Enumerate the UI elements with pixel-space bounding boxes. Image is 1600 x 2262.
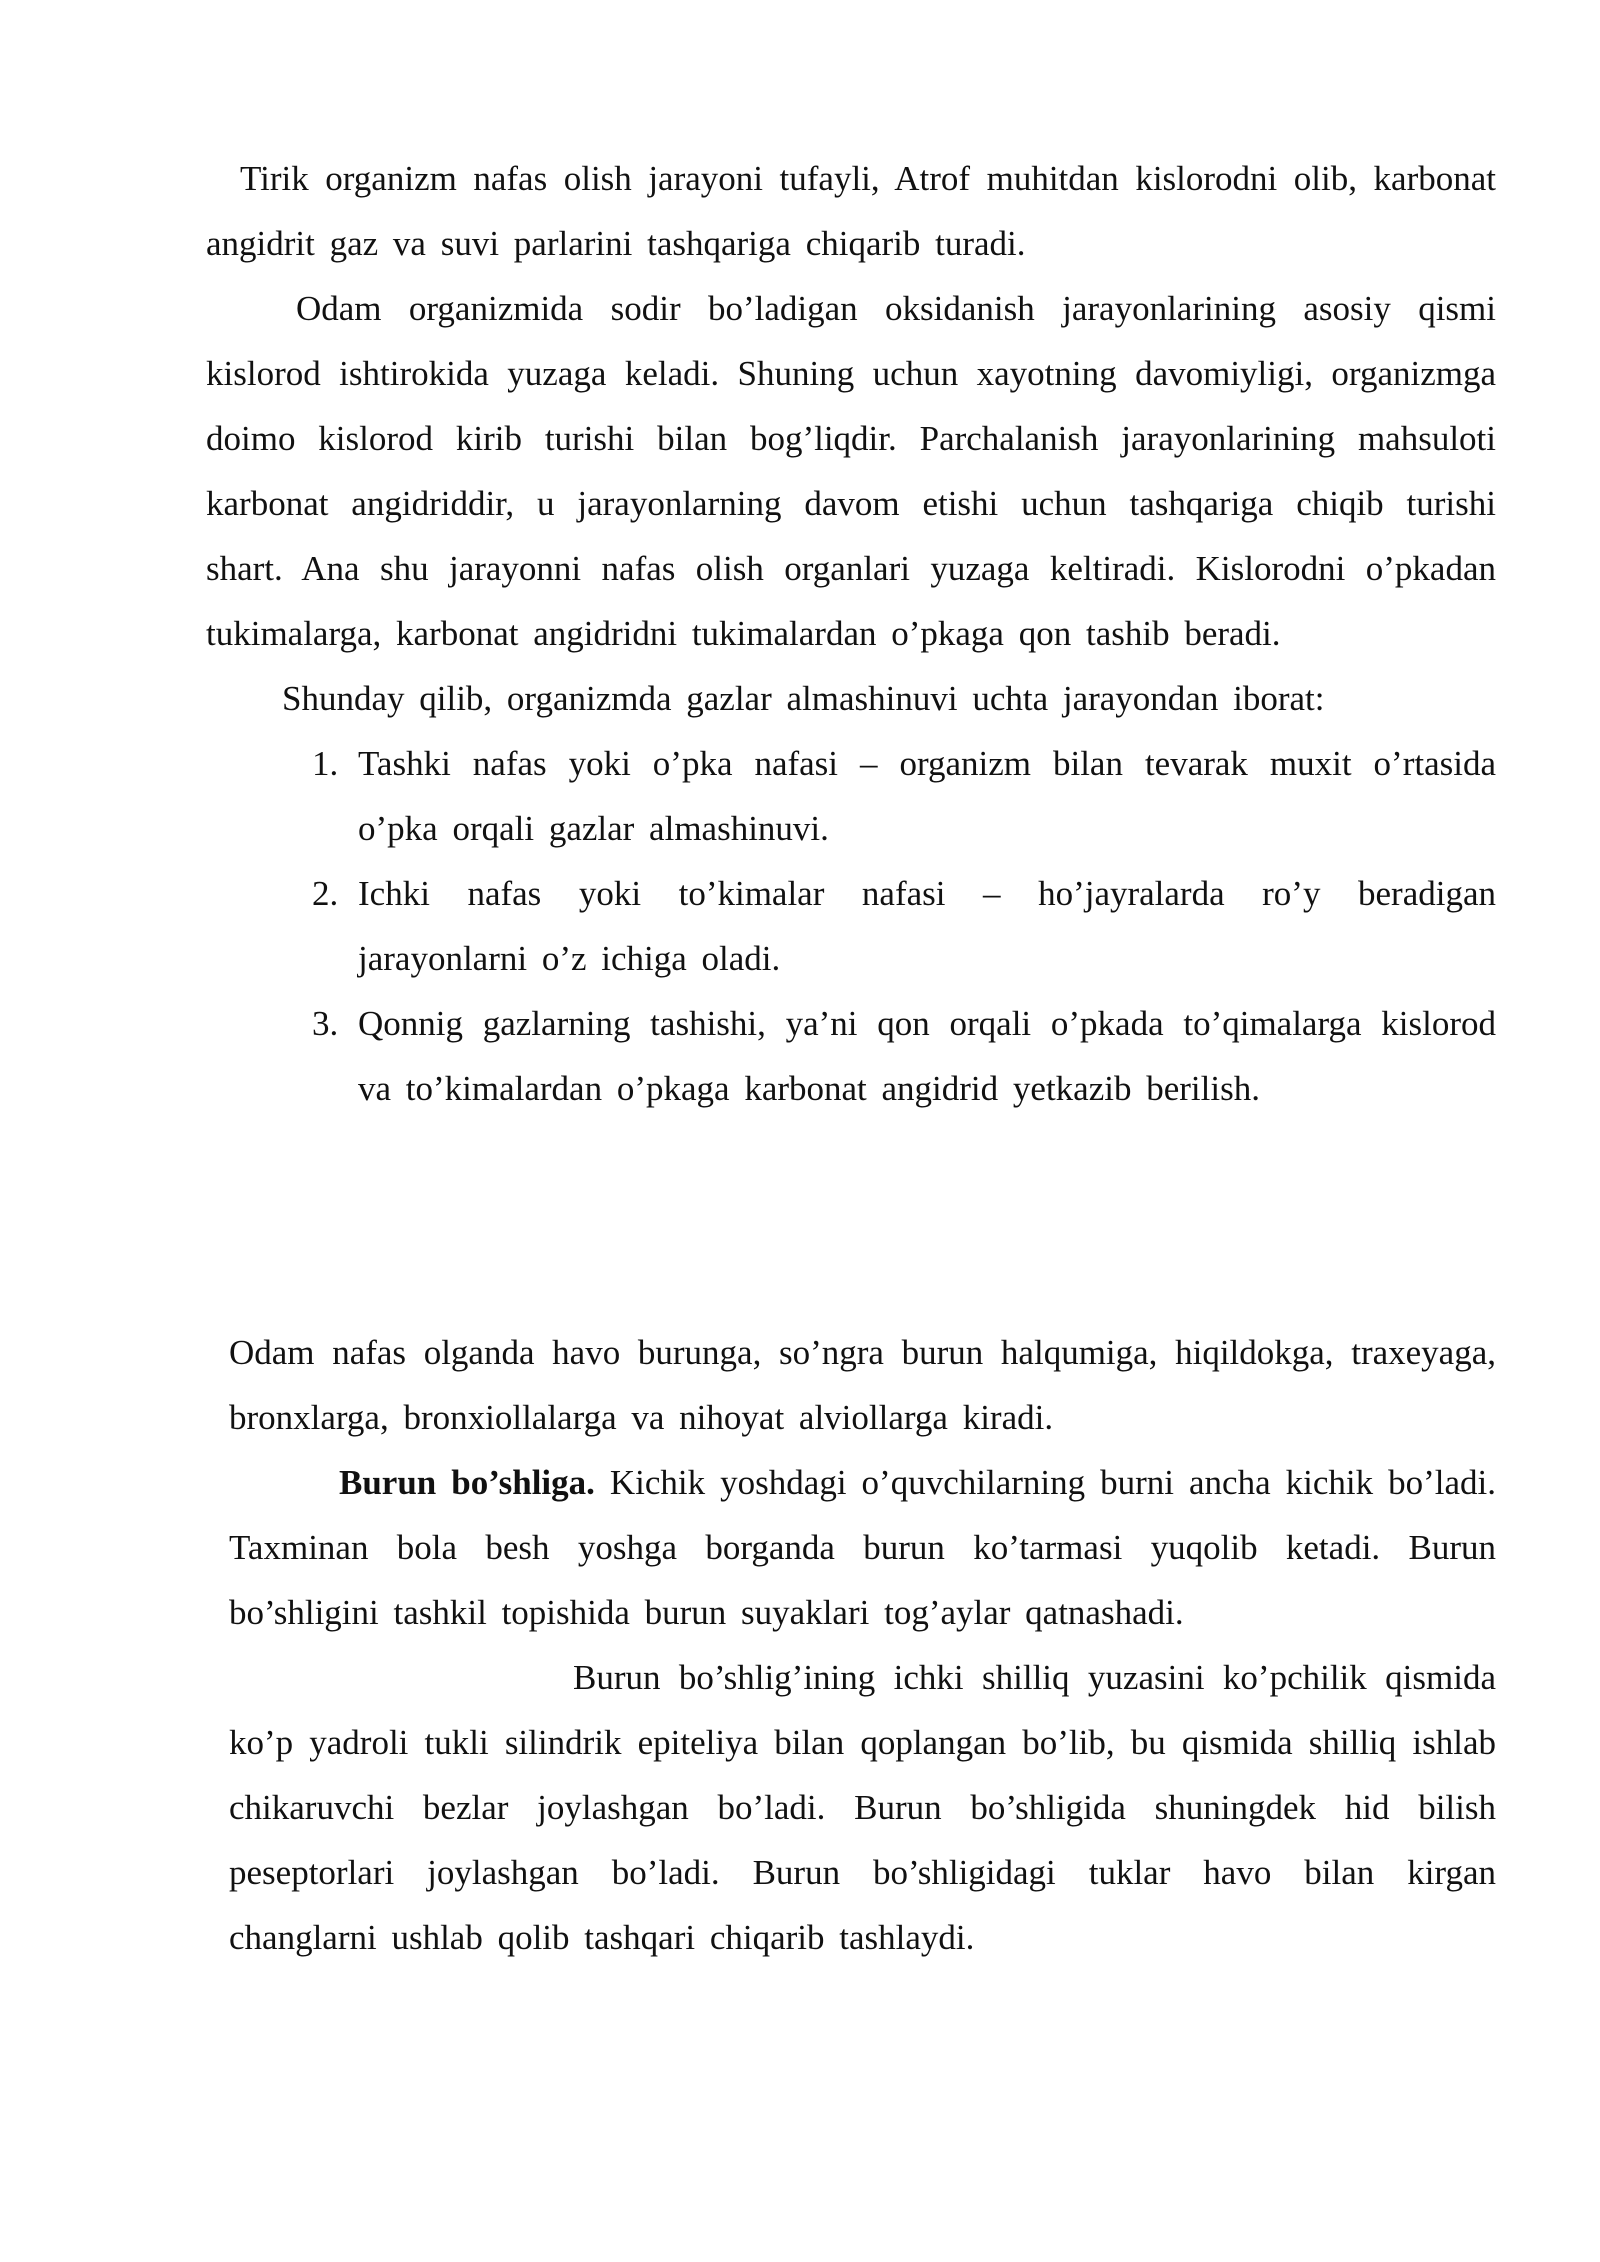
paragraph-nasal-epithelium: Burun bo’shlig’ining ichki shilliq yuzasini ko’pchilik qismida ko’p yadroli tukli silindrik epiteliya bilan qoplangan bo’lib, bu qismida shilliq ishlab chikaruvchi bezlar joylashgan bo’ladi. Burun bo’shligida shuningdek hid bilish peseptorlari joylashgan bo’ladi. Burun bo’shligidagi tuklar havo bilan kirgan changlarni ushlab qolib tashqari chiqarib tashlaydi. — [229, 1658, 1496, 1957]
list-item — [312, 991, 1496, 1121]
paragraph-airway-path: Odam nafas olganda havo burunga, so’ngra burun halqumiga, hiqildokga, traxeyaga, bronxlarga, bronxiollalarga va nihoyat alviollarga kiradi. — [229, 1333, 1496, 1437]
list-item-text: Qonnig gazlarning tashishi, ya’ni qon orqali o’pkada to’qimalarga kislorod va to’kimalardan o’pkaga karbonat angidrid yetkazib berilish. — [358, 1004, 1496, 1108]
paragraph-nasal-cavity-text: Kichik yoshdagi o’quvchilarning burni ancha kichik bo’ladi. Taxminan bola besh yoshga borganda burun ko’tarmasi yuqolib ketadi. Burun bo’shligini tashkil topishida burun suyaklari tog’aylar qatnashadi. — [229, 1463, 1496, 1632]
paragraph-heading: Burun bo’shliga. — [339, 1463, 595, 1502]
section-gas-exchange — [206, 146, 1496, 1121]
list-item-text: Ichki nafas yoki to’kimalar nafasi – ho’jayralarda ro’y beradigan jarayonlarni o’z ichiga oladi. — [358, 874, 1496, 978]
paragraph-oxidation: Odam organizmida sodir bo’ladigan oksidanish jarayonlarining asosiy qismi kislorod ishtirokida yuzaga keladi. Shuning uchun xayotning davomiyligi, organizmga doimo kislorod kirib turishi bilan bog’liqdir. Parchalanish jarayonlarining mahsuloti karbonat angidriddir, u jarayonlarning davom etishi uchun tashqariga chiqib turishi shart. Ana shu jarayonni nafas olish organlari yuzaga keltiradi. Kislorodni o’pkadan tukimalarga, karbonat angidridni tukimalardan o’pkaga qon tashib beradi. — [206, 289, 1496, 653]
list-item-text: Tashki nafas yoki o’pka nafasi – organizm bilan tevarak muxit o’rtasida o’pka orqali gazlar almashinuvi. — [358, 744, 1496, 848]
gas-exchange-list — [206, 731, 1496, 1121]
paragraph-nasal-cavity — [229, 1450, 1496, 1645]
paragraph-list-intro: Shunday qilib, organizmda gazlar almashinuvi uchta jarayondan iborat: — [282, 679, 1325, 718]
list-item — [312, 861, 1496, 991]
section-nasal-cavity — [229, 1320, 1496, 1970]
list-item — [312, 731, 1496, 861]
paragraph-intro: Tirik organizm nafas olish jarayoni tufayli, Atrof muhitdan kislorodni olib, karbonat angidrit gaz va suvi parlarini tashqariga chiqarib turadi. — [206, 159, 1496, 263]
list-item-number: 1. — [312, 744, 339, 783]
list-item-number: 2. — [312, 874, 339, 913]
list-item-number: 3. — [312, 1004, 339, 1043]
